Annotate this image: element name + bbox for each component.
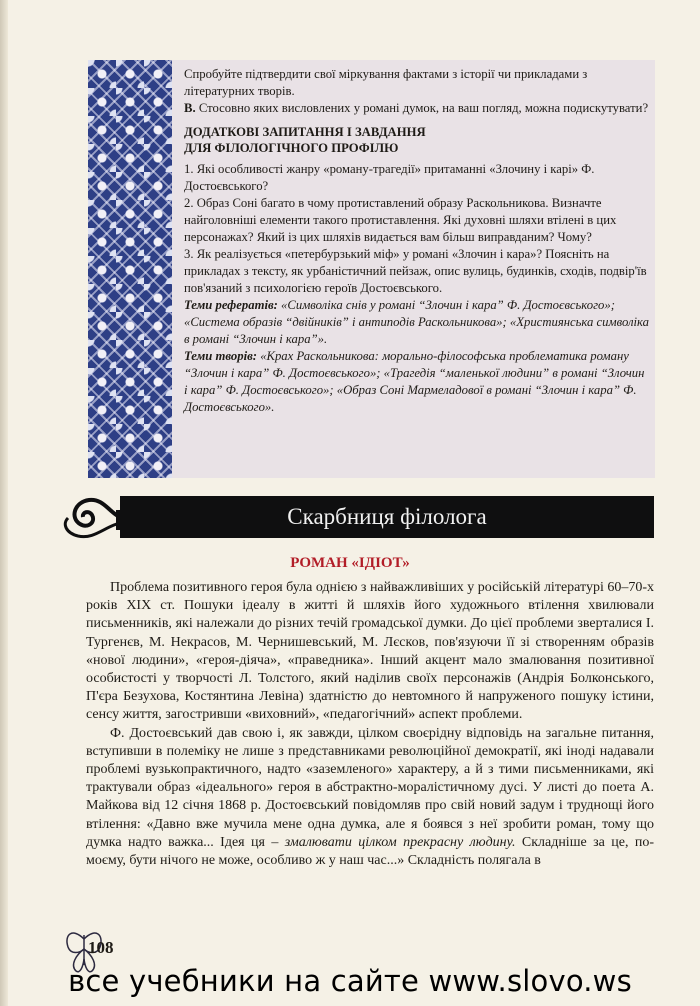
compositions-text: «Крах Раскольникова: морально-філософська проблематика роману “Злочин і кара” Ф. Достоєвського»; «Трагедія “маленької людини” в романі “Злочин і кара” Ф. Достоєвського»; «Образ Соні Мармеладової в романі “Злочин і кара” Ф. Достоєвського». <box>184 349 645 414</box>
item-v <box>184 100 650 117</box>
composition-topics <box>184 348 650 416</box>
article-paragraph: Проблема позитивного героя була однією з найважливіших у російській літературі 60–70-х років XIX ст. Пошуки ідеалу в житті й шляхів його художнього втілення хвилювали письменників, які належали до різних течій громадської думки. До цієї проблеми зверталися І. Тургенєв, М. Некрасов, М. Чернишевський, М. Лєсков, пов'язуючи її зі створенням образів «нової людини», «героя-діяча», «праведника». Інший акцент мало змалювання позитивної особистості у творчості Л. Толстого, який наділив своїх персонажів (Андрія Болконського, П'єра Безухова, Костянтина Левіна) здатністю до невтомного й напруженого пошуку істини, сенсу життя, загостривши «виховний», «педагогічний» аспект проблеми. <box>86 580 654 723</box>
additional-heading-line2: ДЛЯ ФІЛОЛОГІЧНОГО ПРОФІЛЮ <box>184 141 399 155</box>
paragraph-text: Ф. Достоєвський дав свою і, як завжди, цілком своєрідну відповідь на загальне питання, вступивши в полеміку не лише з представниками революційної демократії, які іноді надавали проблемі вузькопрактичного, надто «заземленого» характеру, а й з тими письменниками, які трактували образ «ідеального» героя в абстрактно-моралістичному дусі. У листі до поета А. Майкова від 12 січня 1868 р. Достоєвський повідомляв про свій новий задум і труднощі його втілення: «Давно вже мучила мене одна думка, але я боявся з неї зробити роман, тому що думка надто важка... Ідея ця – <box>86 725 654 850</box>
banner-title: Скарбниця філолога <box>287 504 487 529</box>
essays-label: Теми рефератів: <box>184 298 278 312</box>
page-edge <box>0 0 8 1006</box>
article-paragraph <box>86 725 654 871</box>
essays-topics <box>184 297 650 348</box>
additional-heading-line1: ДОДАТКОВІ ЗАПИТАННЯ І ЗАВДАННЯ <box>184 125 426 139</box>
swirl-ornament-icon <box>56 488 128 544</box>
item-v-text: Стосовно яких висловлених у романі думок, на ваш погляд, можна подискутувати? <box>198 101 649 115</box>
section-banner <box>120 496 654 538</box>
site-footer: все учебники на сайте www.slovo.ws <box>68 964 632 998</box>
page-number: 108 <box>88 938 114 957</box>
article-title: РОМАН «ІДІОТ» <box>290 555 410 571</box>
question-2: 2. Образ Соні багато в чому протиставлений образу Раскольникова. Визначте найголовніші елементи такого протиставлення. Які духовні шляхи втілені в цих персонажах? Який із цих шляхів видається вам більш виправданим? Чому? <box>184 196 617 244</box>
paragraph-emphasis: змалювати цілком прекрасну людину. <box>284 834 516 850</box>
ornament-pattern <box>88 60 172 478</box>
question-1: 1. Які особливості жанру «роману-трагедії» притаманні «Злочину і карі» Ф. Достоєвського? <box>184 162 595 193</box>
additional-heading <box>184 124 650 156</box>
question-3: 3. Як реалізується «петербурзький міф» у романі «Злочин і кара»? Поясніть на прикладах з тексту, як урбаністичний пейзаж, опис вулиць, будинків, сходів, подвір'їв пов'язаний з психологією героїв Достоєвського. <box>184 247 647 295</box>
tasks-text <box>184 66 650 416</box>
tasks-box <box>88 60 655 478</box>
intro-line: Спробуйте підтвердити свої міркування фактами з історії чи прикладами з літературних творів. <box>184 67 588 98</box>
article-body <box>86 579 654 870</box>
paragraph-text: Складніше за це, по-моєму, бути нічого не може, особливо ж у наш час...» Складність полягала в <box>86 834 654 869</box>
essays-text: «Символіка снів у романі “Злочин і кара” Ф. Достоєвського»; «Система образів “двійників” і антиподів Раскольникова»; «Християнська символіка в романі “Злочин і кара”». <box>184 298 650 346</box>
item-v-label: В. <box>184 101 196 115</box>
compositions-label: Теми творів: <box>184 349 258 363</box>
